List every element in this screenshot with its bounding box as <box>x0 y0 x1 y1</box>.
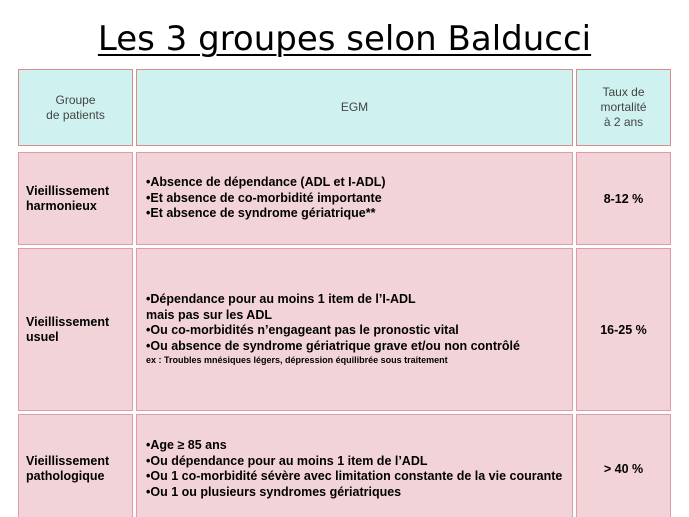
group-label-line1: Vieillissement <box>26 454 110 468</box>
egm-bullet: •Ou 1 ou plusieurs syndromes gériatriques <box>146 484 402 499</box>
mortality-rate: 8-12 % <box>603 191 644 206</box>
egm-example-note: ex : Troubles mnésiques légers, dépression équilibrée sous traitement <box>146 355 448 365</box>
egm-bullet: •Ou 1 co-morbidité sévère avec limitation constante de la vie courante <box>146 469 563 483</box>
header-group-cell <box>18 69 133 146</box>
group-label-line2: pathologique <box>26 469 105 483</box>
group-label-line2: harmonieux <box>26 198 97 213</box>
row-harmonieux-rate <box>576 152 671 245</box>
header-egm-cell <box>136 69 573 146</box>
egm-bullet: •Ou dépendance pour au moins 1 item de l’ADL <box>146 453 428 468</box>
row-harmonieux-egm <box>136 152 573 245</box>
mortality-rate: > 40 % <box>603 462 644 476</box>
row-usuel-group <box>18 248 133 411</box>
egm-bullet: •Age ≥ 85 ans <box>146 438 227 452</box>
egm-bullet: •Ou absence de syndrome gériatrique grave et/ou non contrôlé <box>146 338 520 353</box>
row-harmonieux-group <box>18 152 133 245</box>
row-usuel-rate <box>576 248 671 411</box>
mortality-rate: 16-25 % <box>600 322 647 337</box>
row-pathologique-group <box>18 414 133 517</box>
header-group-line1: Groupe <box>55 92 96 107</box>
header-egm: EGM <box>340 100 369 114</box>
row-pathologique-rate <box>576 414 671 517</box>
row-usuel-egm <box>136 248 573 411</box>
slide-title: Les 3 groupes selon Balducci <box>97 19 592 59</box>
balducci-table <box>18 69 671 517</box>
egm-bullet: mais pas sur les ADL <box>146 307 272 322</box>
header-rate-line1: Taux de <box>602 85 645 99</box>
egm-bullet: •Et absence de co-morbidité importante <box>146 190 382 205</box>
header-rate-line2: mortalité <box>600 100 647 114</box>
group-label-line2: usuel <box>26 329 59 344</box>
group-label-line1: Vieillissement <box>26 314 110 329</box>
group-label-line1: Vieillissement <box>26 183 110 198</box>
egm-bullet: •Et absence de syndrome gériatrique** <box>146 206 376 221</box>
header-rate-cell <box>576 69 671 146</box>
header-group-line2: de patients <box>46 107 105 122</box>
egm-bullet: •Ou co-morbidités n’engageant pas le pronostic vital <box>146 323 459 337</box>
egm-bullet: •Dépendance pour au moins 1 item de l’I-ADL <box>146 292 416 306</box>
egm-bullet: •Absence de dépendance (ADL et I-ADL) <box>146 175 386 190</box>
header-rate-line3: à 2 ans <box>603 115 644 129</box>
row-pathologique-egm <box>136 414 573 517</box>
